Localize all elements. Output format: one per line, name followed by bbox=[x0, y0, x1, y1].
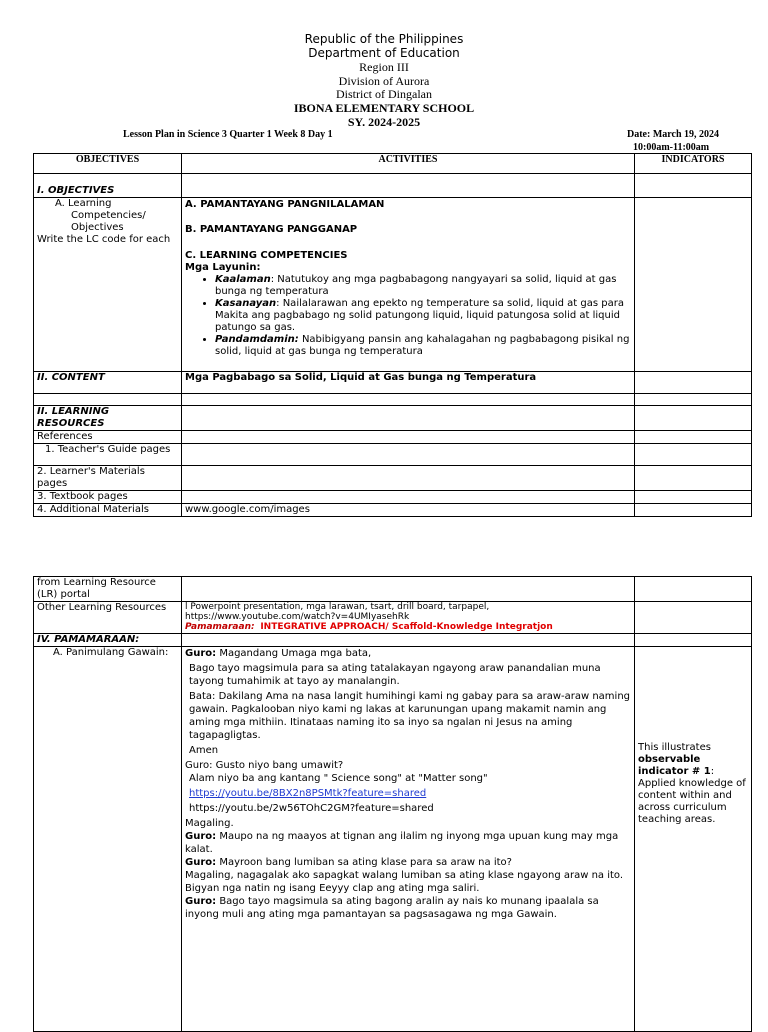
prayer-intro: Bago tayo magsimula para sa ating tatalakayan ngayong araw panandalian muna tayong tumahimik at tayo ay manalangin. bbox=[189, 663, 601, 687]
references-label: References bbox=[34, 431, 182, 444]
layunin-item: • Kaalaman: Natutukoy ang mga pagbabagong nangyayari sa solid, liquid at gas bunga ng temperatura bbox=[215, 274, 631, 298]
lr-portal-label-2: (LR) portal bbox=[37, 589, 90, 600]
amen: Amen bbox=[189, 745, 219, 756]
guro-label: Guro: bbox=[185, 896, 217, 907]
lesson-date: Date: March 19, 2024 bbox=[627, 129, 720, 140]
other-lr-youtube: https://www.youtube.com/watch?v=4UMIyasehRk bbox=[185, 612, 410, 622]
teachers-guide-label: 1. Teacher's Guide pages bbox=[34, 444, 182, 466]
layunin-list bbox=[185, 274, 631, 358]
header-district: District of Dingalan bbox=[336, 87, 432, 101]
matter-song-link[interactable]: https://youtu.be/2w56TOhC2GM?feature=shared bbox=[189, 803, 434, 814]
lesson-time: 10:00am-11:00am bbox=[633, 142, 710, 153]
lc-code-label: Write the LC code for each bbox=[37, 234, 171, 245]
prayer-text: Bata: Dakilang Ama na nasa langit humihingi kami ng gabay para sa araw-araw naming gawain. Pagkalooban niyo kami ng lakas at karunungan upang makamit namin ang aming mga mithiin. Itinataas naming ito sa inyo sa ngalan ni Jesus na aming tagapagligtas. bbox=[189, 691, 631, 741]
learning-competencies: C. LEARNING COMPETENCIES bbox=[185, 250, 348, 261]
indicator-description: : Applied knowledge of content within and across curriculum teaching areas. bbox=[638, 766, 746, 825]
attendance-question: Mayroon bang lumiban sa ating klase para sa araw na ito? bbox=[216, 857, 512, 868]
pamantayang-pangnilalaman: A. PAMANTAYANG PANGNILALAMAN bbox=[185, 199, 385, 210]
lr-heading-2: RESOURCES bbox=[37, 418, 105, 429]
pamamaraan-value: INTEGRATIVE APPROACH/ Scaffold-Knowledge Integratjon bbox=[260, 622, 553, 632]
additional-materials-label: 4. Additional Materials bbox=[34, 504, 182, 517]
lesson-plan-table-2 bbox=[33, 576, 752, 1032]
content-text: Mga Pagbabago sa Solid, Liquid at Gas bunga ng Temperatura bbox=[185, 372, 537, 383]
competencies-label: Competencies/ bbox=[71, 210, 146, 221]
textbook-label: 3. Textbook pages bbox=[34, 491, 182, 504]
panimulang-gawain-label: A. Panimulang Gawain: bbox=[34, 647, 182, 1032]
indicator-number: observable indicator # 1 bbox=[638, 754, 711, 777]
lr-heading-1: II. LEARNING bbox=[37, 406, 110, 417]
header-republic: Republic of the Philippines bbox=[304, 32, 464, 46]
greeting: Magandang Umaga mga bata, bbox=[216, 648, 372, 659]
header-indicators: INDICATORS bbox=[635, 154, 752, 174]
sing-question: Guro: Gusto niyo bang umawit? bbox=[185, 760, 344, 771]
school-year: SY. 2024-2025 bbox=[347, 115, 421, 129]
magaling: Magaling. bbox=[185, 818, 234, 829]
learners-materials-label: 2. Learner's Materials bbox=[37, 466, 145, 477]
header-deped: Department of Education bbox=[308, 46, 460, 60]
pamantayang-pagganap: B. PAMANTAYANG PANGGANAP bbox=[185, 224, 358, 235]
pamamaraan-heading: IV. PAMAMARAAN: bbox=[37, 634, 140, 645]
layunin-item: • Pandamdamin: Nabibigyang pansin ang kahalagahan ng pagbabagong pisikal ng solid, liquid at gas bunga ng temperatura bbox=[215, 334, 631, 358]
rules-reminder: Bago tayo magsimula sa ating bagong aralin ay nais ko munang ipaalala sa inyong muli ang ating mga pamantayan sa pagsasagawa ng mga Gawain. bbox=[185, 896, 599, 920]
mga-layunin: Mga Layunin: bbox=[185, 262, 261, 273]
upo-instruction: Maupo na ng maayos at tignan ang ilalim ng inyong mga upuan kung may mga kalat. bbox=[185, 831, 619, 855]
additional-materials-value: www.google.com/images bbox=[182, 504, 635, 517]
lr-portal-label: from Learning Resource bbox=[37, 577, 156, 588]
header-division: Division of Aurora bbox=[338, 74, 430, 88]
header-objectives: OBJECTIVES bbox=[34, 154, 182, 174]
attendance-praise: Magaling, nagagalak ako sapagkat walang lumiban sa ating klase ngayong araw na ito. bbox=[185, 870, 624, 881]
header-region: Region III bbox=[359, 60, 409, 74]
science-song-link[interactable]: https://youtu.be/8BX2n8PSMtk?feature=shared bbox=[189, 788, 427, 799]
lesson-plan-title: Lesson Plan in Science 3 Quarter 1 Week 8 Day 1 bbox=[123, 129, 333, 140]
song-question: Alam niyo ba ang kantang " Science song" at "Matter song" bbox=[189, 773, 488, 784]
objectives-heading: I. OBJECTIVES bbox=[37, 185, 115, 196]
learning-label: A. Learning bbox=[55, 198, 112, 209]
guro-label: Guro: bbox=[185, 648, 217, 659]
indicator-cell bbox=[635, 647, 752, 1032]
activities-objectives-cell bbox=[182, 198, 635, 372]
guro-label: Guro: bbox=[185, 857, 217, 868]
clap-instruction: Bigyan nga natin ng isang Eeyyy clap ang ating mga saliri. bbox=[185, 883, 480, 894]
school-name: IBONA ELEMENTARY SCHOOL bbox=[293, 101, 475, 115]
objectives-label: Objectives bbox=[71, 222, 124, 233]
other-lr-materials: l Powerpoint presentation, mga larawan, tsart, drill board, tarpapel, bbox=[185, 602, 490, 612]
other-lr-label: Other Learning Resources bbox=[34, 602, 182, 634]
pamamaraan-label: Pamamaraan: bbox=[185, 622, 255, 632]
header-activities: ACTIVITIES bbox=[182, 154, 635, 174]
objectives-cell bbox=[34, 198, 182, 372]
content-heading: II. CONTENT bbox=[37, 372, 105, 383]
panimulang-activities bbox=[182, 647, 635, 1032]
indicator-intro: This illustrates bbox=[638, 742, 711, 753]
lesson-plan-table-1 bbox=[33, 153, 752, 517]
layunin-item: • Kasanayan: Nailalarawan ang epekto ng temperature sa solid, liquid at gas para Makita ang pagbabago ng solid patungong liquid, liquid patungosa solid at liquid patungo sa gas. bbox=[215, 298, 631, 334]
guro-label: Guro: bbox=[185, 831, 217, 842]
learners-materials-label-2: pages bbox=[37, 478, 68, 489]
